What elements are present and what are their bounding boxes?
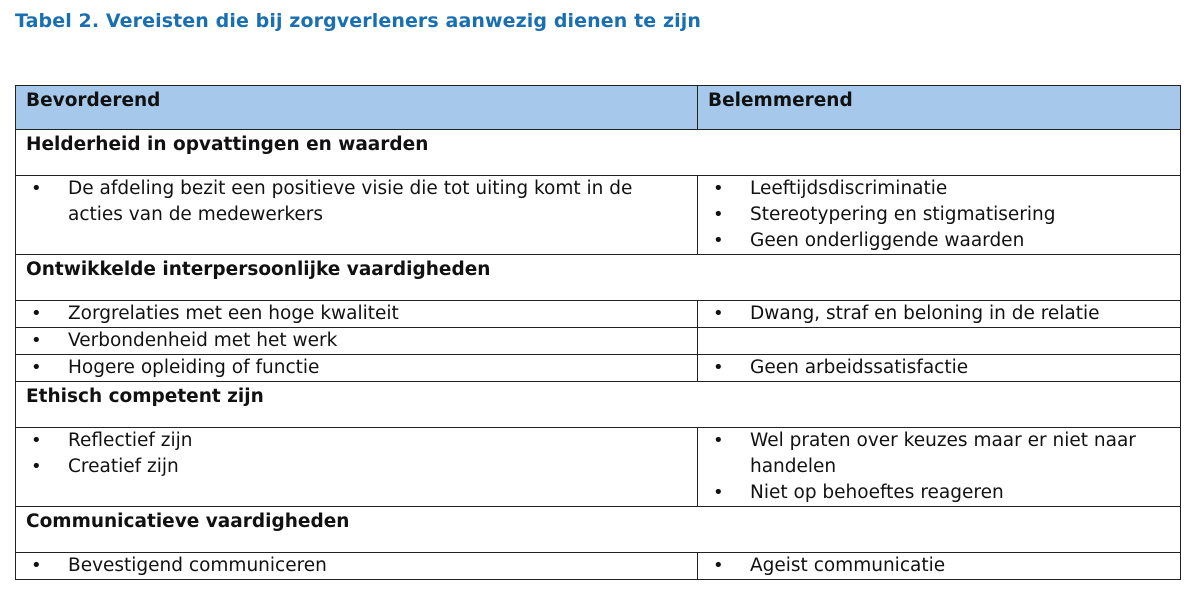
cell-belemmerend [698,176,1181,255]
list-item: • De afdeling bezit een positieve visie die tot uiting komt in de acties van de medewerkers [26,176,687,228]
section-heading: Ontwikkelde interpersoonlijke vaardigheden [16,255,1181,301]
requirements-table [15,85,1181,580]
cell-bevorderend [16,428,698,507]
section-heading: Helderheid in opvattingen en waarden [16,130,1181,176]
table-row [16,428,1181,507]
list-item: • Reflectief zijn [26,428,687,454]
section-heading-row [16,130,1181,176]
list-item: • Hogere opleiding of functie [26,355,687,381]
cell-belemmerend [698,355,1181,382]
bullet-list [26,428,687,480]
cell-bevorderend [16,301,698,328]
bullet-list [708,428,1170,506]
cell-bevorderend [16,328,698,355]
table-row [16,301,1181,328]
bullet-list [708,176,1170,254]
list-item: • Ageist communicatie [708,553,1170,579]
cell-bevorderend [16,355,698,382]
list-item: • Dwang, straf en beloning in de relatie [708,301,1170,327]
cell-belemmerend [698,328,1181,355]
page-title: Tabel 2. Vereisten die bij zorgverleners aanwezig dienen te zijn [15,10,701,32]
cell-bevorderend [16,176,698,255]
list-item: • Leeftijdsdiscriminatie [708,176,1170,202]
list-item: • Bevestigend communiceren [26,553,687,579]
table-row [16,176,1181,255]
bullet-list [708,355,1170,381]
bullet-list [26,328,687,354]
cell-belemmerend [698,553,1181,580]
list-item: • Stereotypering en stigmatisering [708,202,1170,228]
table-row [16,355,1181,382]
table-body [16,130,1181,580]
section-heading-row [16,507,1181,553]
list-item: • Verbondenheid met het werk [26,328,687,354]
cell-belemmerend [698,301,1181,328]
header-bevorderend: Bevorderend [16,86,698,130]
section-heading: Ethisch competent zijn [16,382,1181,428]
table-header-row [16,86,1181,130]
header-belemmerend: Belemmerend [698,86,1181,130]
bullet-list [708,301,1170,327]
list-item: • Geen arbeidssatisfactie [708,355,1170,381]
bullet-list [26,553,687,579]
list-item: • Creatief zijn [26,454,687,480]
table-row [16,328,1181,355]
bullet-list [26,301,687,327]
section-heading: Communicatieve vaardigheden [16,507,1181,553]
list-item: • Wel praten over keuzes maar er niet naar handelen [708,428,1170,480]
table-row [16,553,1181,580]
section-heading-row [16,255,1181,301]
section-heading-row [16,382,1181,428]
cell-bevorderend [16,553,698,580]
list-item: • Geen onderliggende waarden [708,228,1170,254]
bullet-list [708,553,1170,579]
list-item: • Niet op behoeftes reageren [708,480,1170,506]
list-item: • Zorgrelaties met een hoge kwaliteit [26,301,687,327]
bullet-list [26,176,687,228]
bullet-list [26,355,687,381]
cell-belemmerend [698,428,1181,507]
